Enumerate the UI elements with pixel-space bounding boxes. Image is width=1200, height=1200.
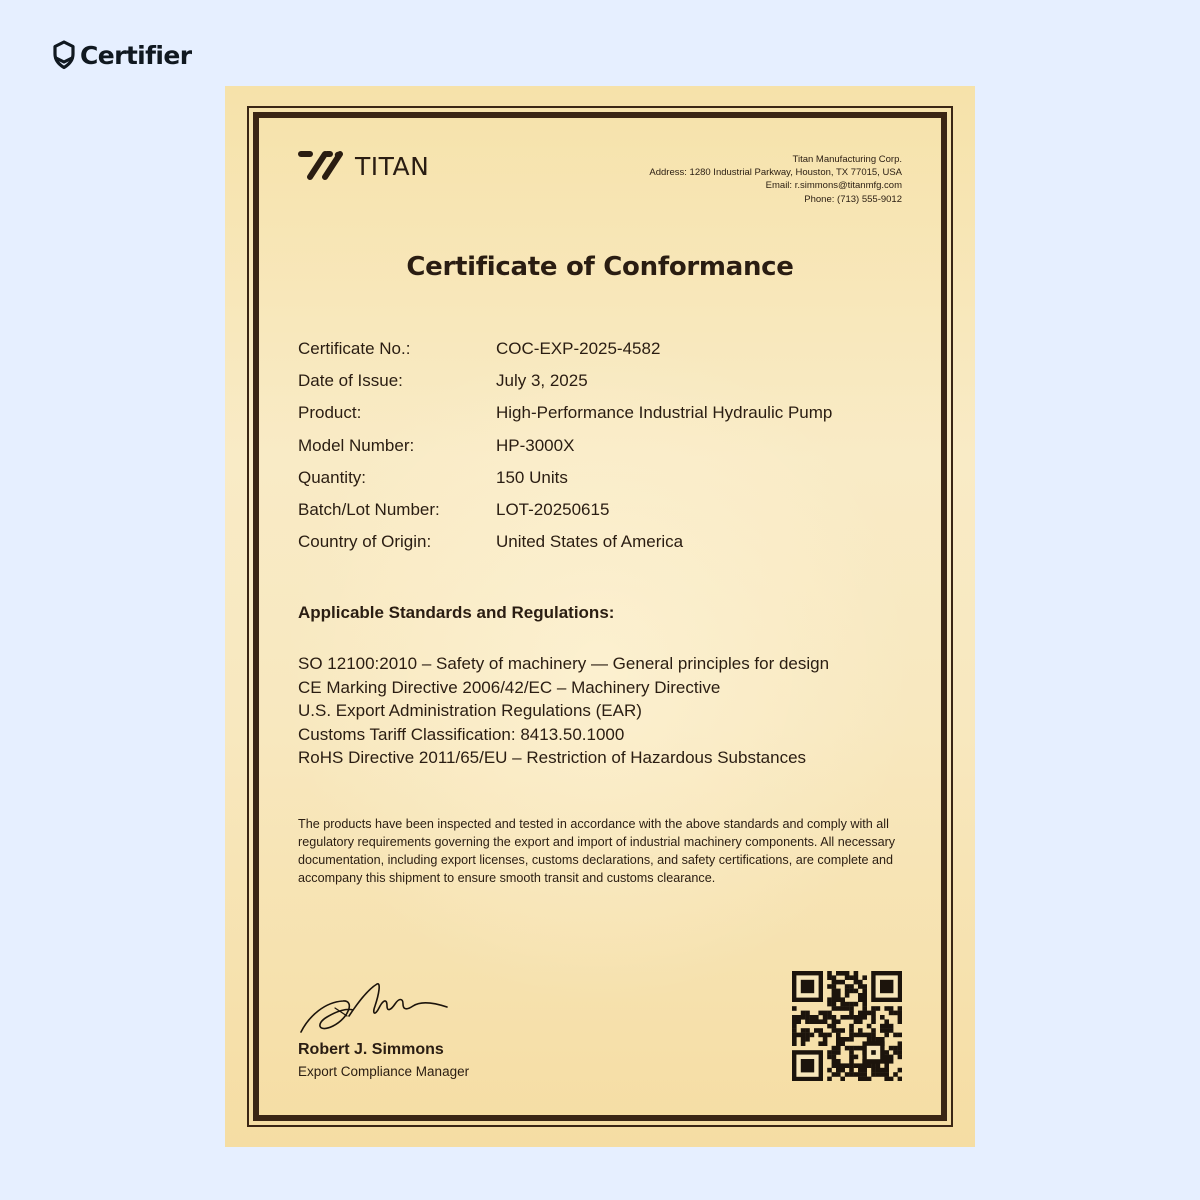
signer-name: Robert J. Simmons bbox=[298, 1041, 444, 1058]
detail-value: LOT-20250615 bbox=[496, 500, 610, 520]
detail-label: Quantity: bbox=[298, 467, 367, 487]
detail-row-date-of-issue bbox=[298, 365, 898, 397]
standards-list bbox=[298, 652, 829, 770]
titan-company-logo bbox=[297, 150, 429, 182]
detail-label: Model Number: bbox=[298, 435, 415, 455]
titan-logo-text: TITAN bbox=[355, 151, 430, 181]
company-contact-info bbox=[649, 153, 902, 206]
qr-code-icon bbox=[792, 971, 902, 1081]
detail-row-product bbox=[298, 397, 898, 429]
detail-value: COC-EXP-2025-4582 bbox=[496, 339, 661, 359]
compliance-statement: The products have been inspected and tested in accordance with the above standards and comply with all regulatory requirements governing the export and import of industrial machinery components. All necessary documentation, including export licenses, customs declarations, and safety certifications, are complete and accompany this shipment to ensure smooth transit and customs clearance. bbox=[298, 817, 896, 885]
certificate-details bbox=[298, 333, 898, 558]
detail-label: Product: bbox=[298, 403, 362, 423]
company-address: Address: 1280 Industrial Parkway, Houston, TX 77015, USA bbox=[649, 167, 902, 179]
certificate-document bbox=[225, 86, 975, 1147]
company-phone: Phone: (713) 555-9012 bbox=[804, 193, 902, 205]
standards-heading: Applicable Standards and Regulations: bbox=[298, 603, 615, 622]
detail-row-country-of-origin bbox=[298, 526, 898, 558]
detail-row-certificate-no bbox=[298, 333, 898, 365]
company-name: Titan Manufacturing Corp. bbox=[792, 154, 902, 165]
detail-value: July 3, 2025 bbox=[496, 371, 588, 391]
signature-image bbox=[297, 980, 457, 1040]
detail-label: Batch/Lot Number: bbox=[298, 500, 440, 520]
detail-label: Date of Issue: bbox=[298, 371, 403, 391]
standard-item: U.S. Export Administration Regulations (EAR) bbox=[298, 701, 642, 721]
detail-label: Country of Origin: bbox=[298, 532, 432, 552]
detail-value: United States of America bbox=[496, 532, 684, 552]
detail-value: 150 Units bbox=[496, 467, 568, 487]
certifier-brand-name: Certifier bbox=[80, 40, 192, 70]
detail-row-model-number bbox=[298, 430, 898, 462]
detail-row-batch-lot-number bbox=[298, 494, 898, 526]
standard-item: SO 12100:2010 – Safety of machinery — General principles for design bbox=[298, 654, 830, 673]
standard-item: Customs Tariff Classification: 8413.50.1000 bbox=[298, 724, 625, 744]
standard-item: RoHS Directive 2011/65/EU – Restriction of Hazardous Substances bbox=[298, 748, 807, 768]
titan-slash-logo-icon bbox=[297, 150, 343, 182]
company-email: Email: r.simmons@titanmfg.com bbox=[765, 180, 902, 192]
detail-value: HP-3000X bbox=[496, 435, 575, 455]
standard-item: CE Marking Directive 2006/42/EC – Machinery Directive bbox=[298, 677, 721, 697]
certifier-brand-logo bbox=[52, 40, 191, 70]
certificate-title: Certificate of Conformance bbox=[406, 252, 794, 282]
certifier-shield-icon bbox=[52, 40, 76, 70]
detail-label: Certificate No.: bbox=[298, 339, 411, 359]
signer-title: Export Compliance Manager bbox=[298, 1064, 470, 1079]
detail-row-quantity bbox=[298, 462, 898, 494]
detail-value: High-Performance Industrial Hydraulic Pump bbox=[496, 403, 833, 423]
